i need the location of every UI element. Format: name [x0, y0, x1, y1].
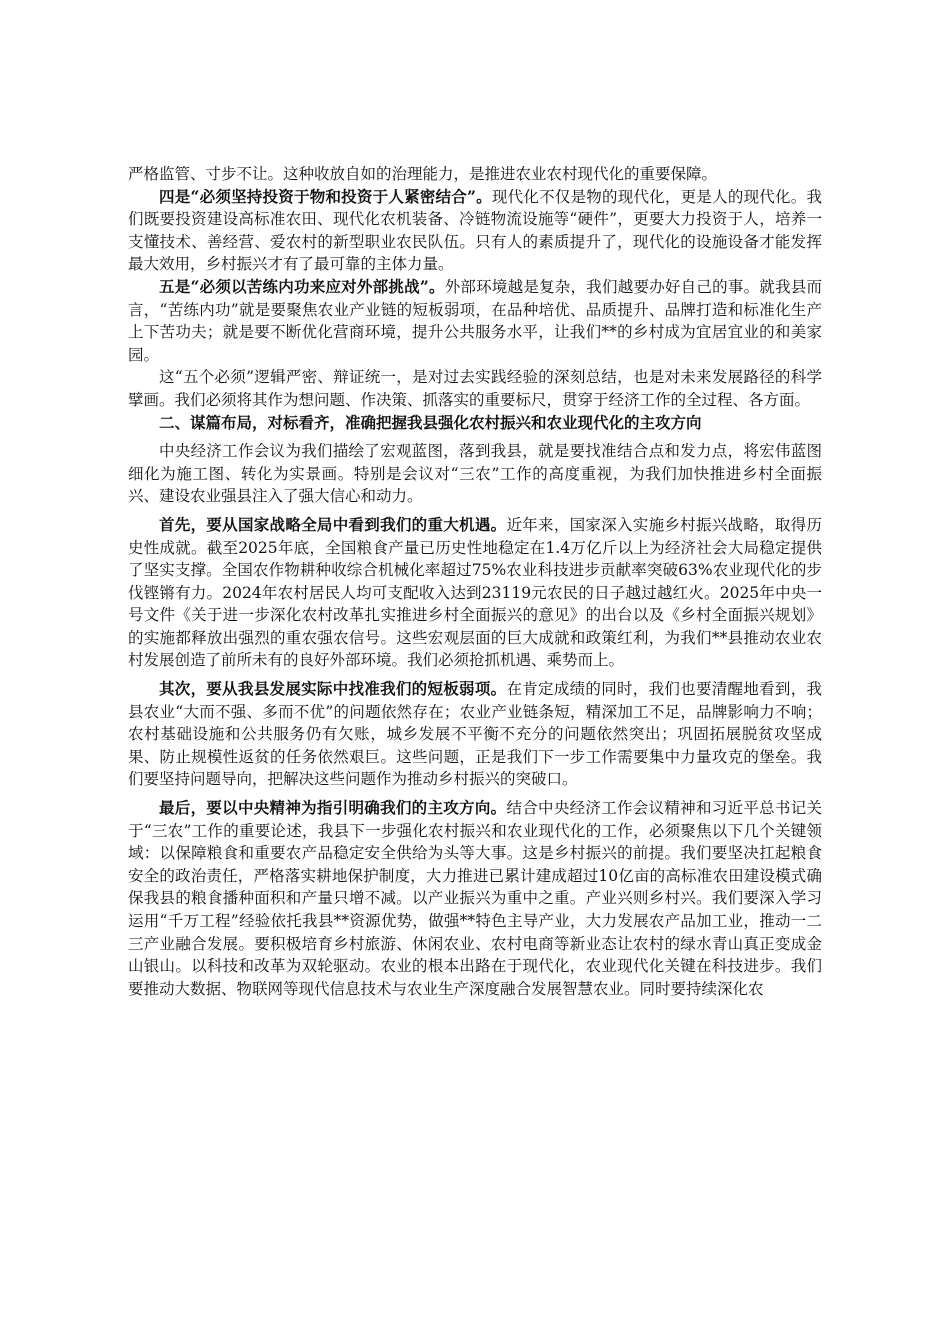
- paragraph-first-opportunity: [128, 514, 822, 672]
- last-heading: 最后，要以中央精神为指引明确我们的主攻方向。: [159, 798, 507, 818]
- section-heading-text: 二、谋篇布局，对标看齐，准确把握我县强化农村振兴和农业现代化的主攻方向: [159, 412, 702, 432]
- paragraph-point-five: [128, 276, 822, 366]
- paragraph-text: 在肯定成绩的同时，我们也要清醒地看到，我县农业“大而不强、多而不优”的问题依然存在；农业产业链条短，精深加工不足，品牌影响力不响；农村基础设施和公共服务仍有欠账，城乡发展不平衡不充分的问题依然突出；巩固拓展脱贫攻坚成果、防止规模性返贫的任务依然艰巨。这些问题，正是我们下一步工作需要集中力量攻克的堡垒。我们要坚持问题导向，把解决这些问题作为推动乡村振兴的突破口。: [128, 680, 822, 789]
- second-heading: 其次，要从我县发展实际中找准我们的短板弱项。: [159, 679, 507, 699]
- paragraph-last-direction: [128, 797, 822, 1000]
- paragraph-text: 近年来，国家深入实施乡村振兴战略，取得历史性成就。截至2025年底，全国粮食产量已历史性地稳定在1.4万亿斤以上为经济社会大局稳定提供了坚实支撑。全国农作物耕种收综合机械化率超过75%农业科技进步贡献率突破63%农业现代化的步伐铿锵有力。2024年农村居民人均可支配收入达到23119元农民的日子越过越红火。2025年中央一号文件《关于进一步深化农村改革扎实推进乡村全面振兴的意见》的出台以及《乡村全面振兴规划》的实施都释放出强烈的重农强农信号。这些宏观层面的巨大成就和政策红利，为我们**县推动农业农村发展创造了前所未有的良好外部环境。我们必须抢抓机遇、乘势而上。: [128, 515, 822, 670]
- paragraph-text: 现代化不仅是物的现代化，更是人的现代化。我们既要投资建设高标准农田、现代化农机装备、冷链物流设施等“硬件”，更要大力投资于人，培养一支懂技术、善经营、爱农村的新型职业农民队伍。只有人的素质提升了，现代化的设施设备才能发挥最大效用，乡村振兴才有了最可靠的主体力量。: [128, 187, 822, 274]
- paragraph-text: 结合中央经济工作会议精神和习近平总书记关于“三农”工作的重要论述，我县下一步强化农村振兴和农业现代化的工作，必须聚焦以下几个关键领域：以保障粮食和重要农产品稳定安全供给为头等大事。这是乡村振兴的前提。我们要坚决扛起粮食安全的政治责任，严格落实耕地保护制度，大力推进已累计建成超过10亿亩的高标准农田建设模式确保我县的粮食播种面积和产量只增不减。以产业振兴为重中之重。产业兴则乡村兴。我们要深入学习运用“千万工程”经验依托我县**资源优势，做强**特色主导产业，大力发展农产品加工业，推动一二三产业融合发展。要积极培育乡村旅游、休闲农业、农村电商等新业态让农村的绿水青山真正变成金山银山。以科技和改革为双轮驱动。农业的根本出路在于现代化，农业现代化关键在科技进步。我们要推动大数据、物联网等现代信息技术与农业生产深度融合发展智慧农业。同时要持续深化农: [128, 799, 822, 998]
- paragraph-supervision: [128, 163, 822, 186]
- document-page: [128, 163, 822, 1000]
- paragraph-text: 中央经济工作会议为我们描绘了宏观蓝图，落到我县，就是要找准结合点和发力点，将宏伟蓝图细化为施工图、转化为实景画。特别是会议对“三农”工作的高度重视，为我们加快推进乡村全面振兴、建设农业强县注入了强大信心和动力。: [128, 442, 822, 506]
- paragraph-five-musts-summary: [128, 366, 822, 411]
- paragraph-point-four: [128, 186, 822, 276]
- paragraph-blueprint: [128, 440, 822, 508]
- paragraph-text: 这“五个必须”逻辑严密、辩证统一，是对过去实践经验的深刻总结，也是对未来发展路径的科学擘画。我们必须将其作为想问题、作决策、抓落实的重要标尺，贯穿于经济工作的全过程、各方面。: [128, 368, 822, 409]
- first-heading: 首先，要从国家战略全局中看到我们的重大机遇。: [159, 514, 507, 534]
- paragraph-second-weakness: [128, 678, 822, 791]
- section-heading-two: [128, 412, 822, 435]
- point-four-heading: 四是“必须坚持投资于物和投资于人紧密结合”。: [159, 186, 492, 206]
- paragraph-text: 外部环境越是复杂，我们越要办好自己的事。就我县而言，“苦练内功”就是要聚焦农业产业链的短板弱项，在品种培优、品质提升、品牌打造和标准化生产上下苦功夫；就是要不断优化营商环境，提升公共服务水平，让我们**的乡村成为宜居宜业的和美家园。: [128, 277, 822, 364]
- paragraph-text: 严格监管、寸步不让。这种收放自如的治理能力，是推进农业农村现代化的重要保障。: [128, 165, 718, 183]
- point-five-heading: 五是“必须以苦练内功来应对外部挑战”。: [159, 276, 445, 296]
